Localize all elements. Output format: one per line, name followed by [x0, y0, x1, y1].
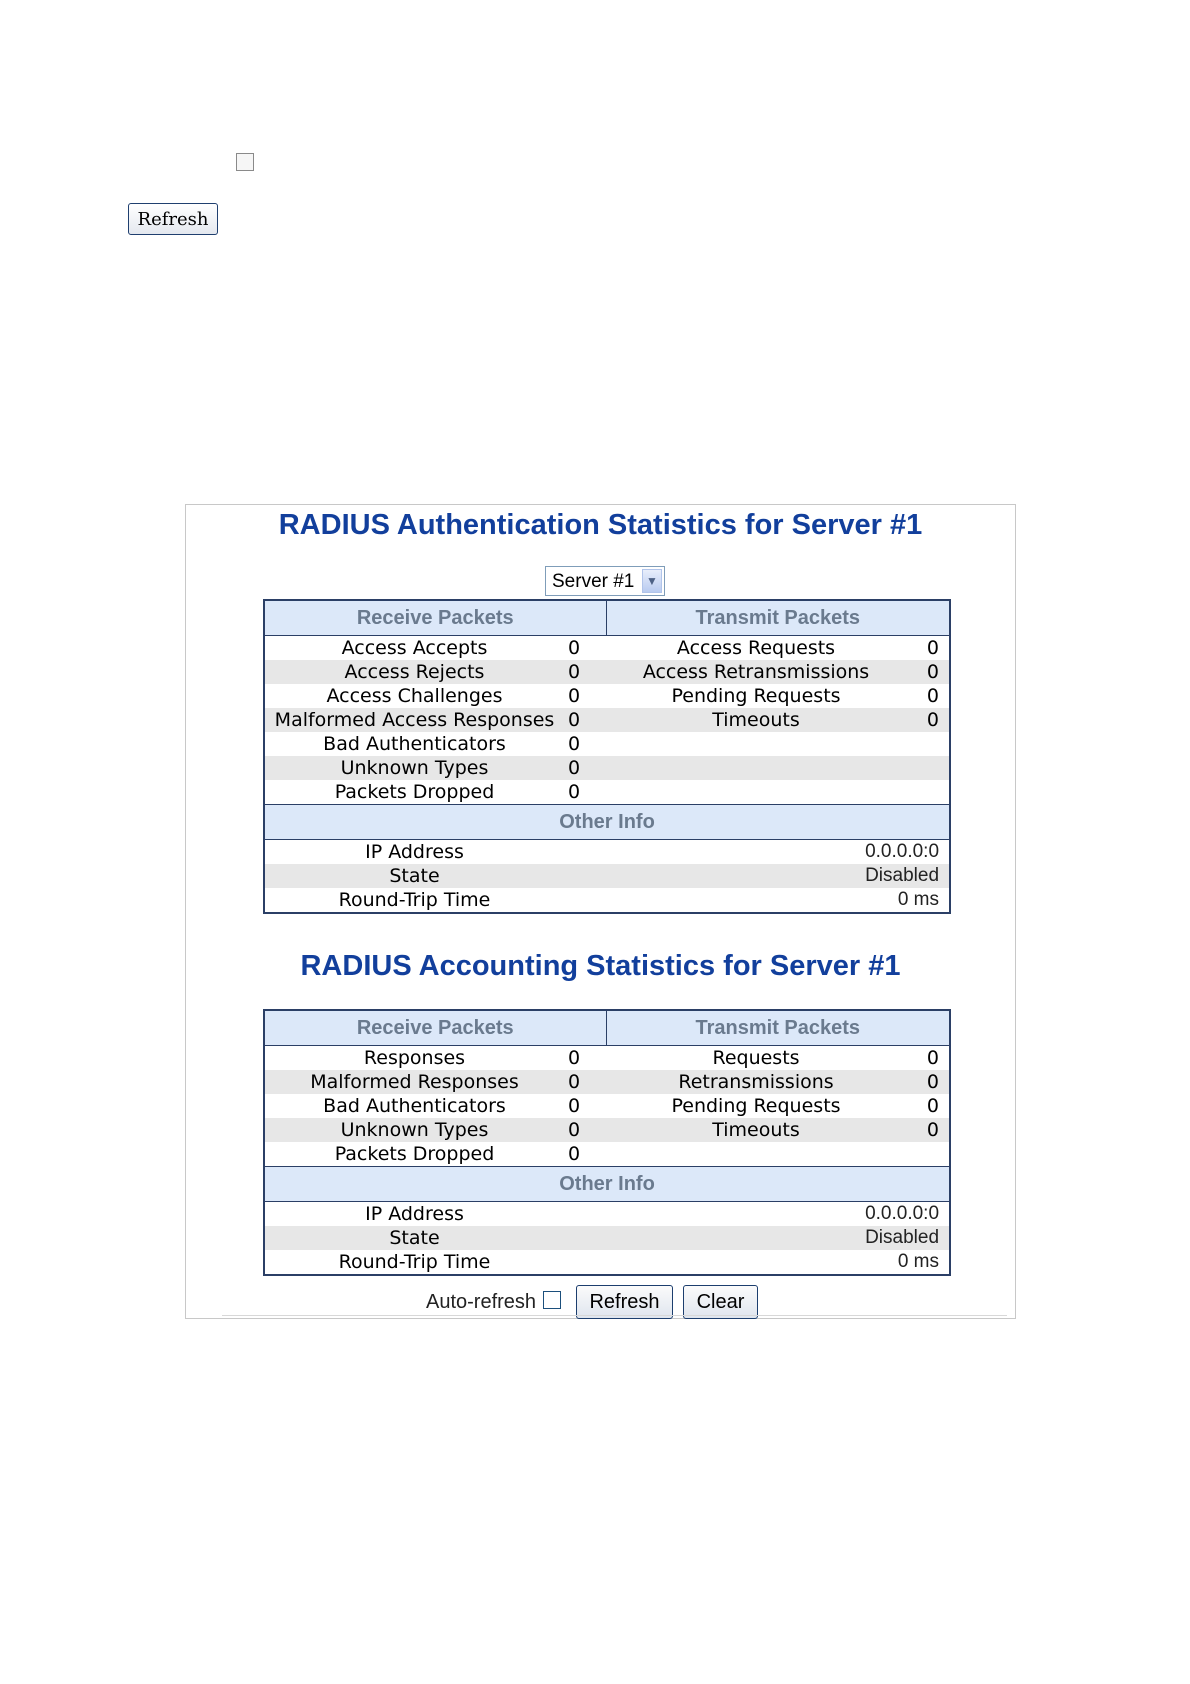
- info-value: Disabled: [606, 864, 950, 888]
- stat-value: 0: [564, 660, 606, 684]
- stat-value: [906, 756, 950, 780]
- table-row: [264, 708, 950, 732]
- stat-value: 0: [568, 637, 581, 659]
- table-row: [264, 1226, 950, 1250]
- stat-label: Responses: [363, 1047, 466, 1069]
- acct-title: RADIUS Accounting Statistics for Server #1: [300, 950, 901, 982]
- table-row: [264, 864, 950, 888]
- stat-value: 0: [906, 1070, 950, 1094]
- spacer: [564, 1202, 606, 1227]
- top-auto-refresh-checkbox[interactable]: [236, 153, 254, 171]
- stat-label: Packets Dropped: [334, 1143, 495, 1165]
- info-label: IP Address: [365, 1203, 464, 1225]
- stat-value: 0: [906, 660, 950, 684]
- stat-label: [606, 1142, 906, 1167]
- info-label: IP Address: [365, 841, 464, 863]
- stat-value: 0: [906, 1118, 950, 1142]
- acct-stats-table: [263, 1009, 951, 1276]
- table-row: [264, 1250, 950, 1275]
- spacer: [564, 1226, 606, 1250]
- server-select-value: Server #1: [552, 571, 635, 592]
- auth-other-header: Other Info: [264, 805, 950, 840]
- table-row: [264, 636, 950, 661]
- stat-label: Malformed Access Responses: [264, 708, 564, 732]
- table-row: [264, 1046, 950, 1071]
- table-row: [264, 732, 950, 756]
- info-label: State: [264, 864, 564, 888]
- stat-value: 0: [564, 756, 606, 780]
- info-label: Round-Trip Time: [338, 1251, 491, 1273]
- stat-label: Access Retransmissions: [606, 660, 906, 684]
- acct-transmit-header: Transmit Packets: [606, 1010, 950, 1046]
- spacer: [564, 864, 606, 888]
- acct-receive-header: Receive Packets: [264, 1010, 606, 1046]
- table-row: [264, 1070, 950, 1094]
- info-label: Round-Trip Time: [338, 889, 491, 911]
- table-row: [264, 756, 950, 780]
- stat-value: [906, 1142, 950, 1167]
- stat-label: Access Rejects: [264, 660, 564, 684]
- stat-value: 0: [926, 1047, 940, 1069]
- stat-label: Packets Dropped: [334, 781, 495, 803]
- stat-value: [906, 732, 950, 756]
- stat-label: Pending Requests: [671, 1095, 841, 1117]
- stat-label: Timeouts: [606, 708, 906, 732]
- stat-label: Access Challenges: [326, 685, 503, 707]
- stat-value: 0: [926, 685, 940, 707]
- stat-value: 0: [568, 685, 581, 707]
- table-row: [264, 888, 950, 913]
- stat-value: 0: [926, 637, 940, 659]
- auth-title: RADIUS Authentication Statistics for Server #1: [278, 509, 923, 541]
- table-row: [264, 1142, 950, 1167]
- table-row: [264, 780, 950, 805]
- auto-refresh-label: Auto-refresh: [426, 1291, 537, 1313]
- stat-label: Bad Authenticators: [323, 1095, 506, 1117]
- stat-value: 0: [568, 1095, 581, 1117]
- stat-value: [906, 780, 950, 805]
- stat-label: Bad Authenticators: [323, 733, 506, 755]
- stat-value: 0: [568, 781, 581, 803]
- stat-value: 0: [568, 733, 581, 755]
- divider: [222, 1315, 1007, 1316]
- stat-value: 0: [926, 1095, 940, 1117]
- acct-other-header: Other Info: [264, 1167, 950, 1202]
- spacer: [564, 888, 606, 913]
- info-value: 0 ms: [897, 889, 940, 910]
- table-row: [264, 1094, 950, 1118]
- stat-label: Timeouts: [606, 1118, 906, 1142]
- info-label: State: [264, 1226, 564, 1250]
- auto-refresh-checkbox[interactable]: [543, 1291, 561, 1309]
- chevron-down-icon[interactable]: ▼: [642, 569, 662, 593]
- table-row: [264, 840, 950, 865]
- stat-label: Requests: [712, 1047, 800, 1069]
- stat-label: Pending Requests: [671, 685, 841, 707]
- auth-receive-header: Receive Packets: [264, 600, 606, 636]
- auth-transmit-header: Transmit Packets: [606, 600, 950, 636]
- auth-stats-table: [263, 599, 951, 914]
- stat-value: 0: [564, 1070, 606, 1094]
- table-row: [264, 660, 950, 684]
- table-row: [264, 1118, 950, 1142]
- stat-label: Malformed Responses: [264, 1070, 564, 1094]
- info-value: 0.0.0.0:0: [865, 1203, 940, 1224]
- stat-label: [606, 732, 906, 756]
- top-refresh-button[interactable]: Refresh: [128, 203, 218, 235]
- table-row: [264, 684, 950, 708]
- stat-label: Access Accepts: [341, 637, 488, 659]
- refresh-button[interactable]: Refresh: [576, 1285, 673, 1319]
- stat-value: 0: [906, 708, 950, 732]
- info-value: Disabled: [606, 1226, 950, 1250]
- table-row: [264, 1202, 950, 1227]
- stat-label: Unknown Types: [264, 756, 564, 780]
- stat-value: 0: [564, 1118, 606, 1142]
- spacer: [564, 1250, 606, 1275]
- stat-label: Access Requests: [676, 637, 836, 659]
- stat-label: Unknown Types: [264, 1118, 564, 1142]
- stat-label: Retransmissions: [606, 1070, 906, 1094]
- stat-value: 0: [568, 1143, 581, 1165]
- stat-label: [606, 780, 906, 805]
- clear-button[interactable]: Clear: [683, 1285, 758, 1319]
- stat-value: 0: [568, 1047, 581, 1069]
- statistics-panel: [185, 504, 1016, 1319]
- spacer: [564, 840, 606, 865]
- server-select[interactable]: [545, 566, 665, 596]
- info-value: 0 ms: [897, 1251, 940, 1272]
- info-value: 0.0.0.0:0: [865, 841, 940, 862]
- stat-value: 0: [564, 708, 606, 732]
- stat-label: [606, 756, 906, 780]
